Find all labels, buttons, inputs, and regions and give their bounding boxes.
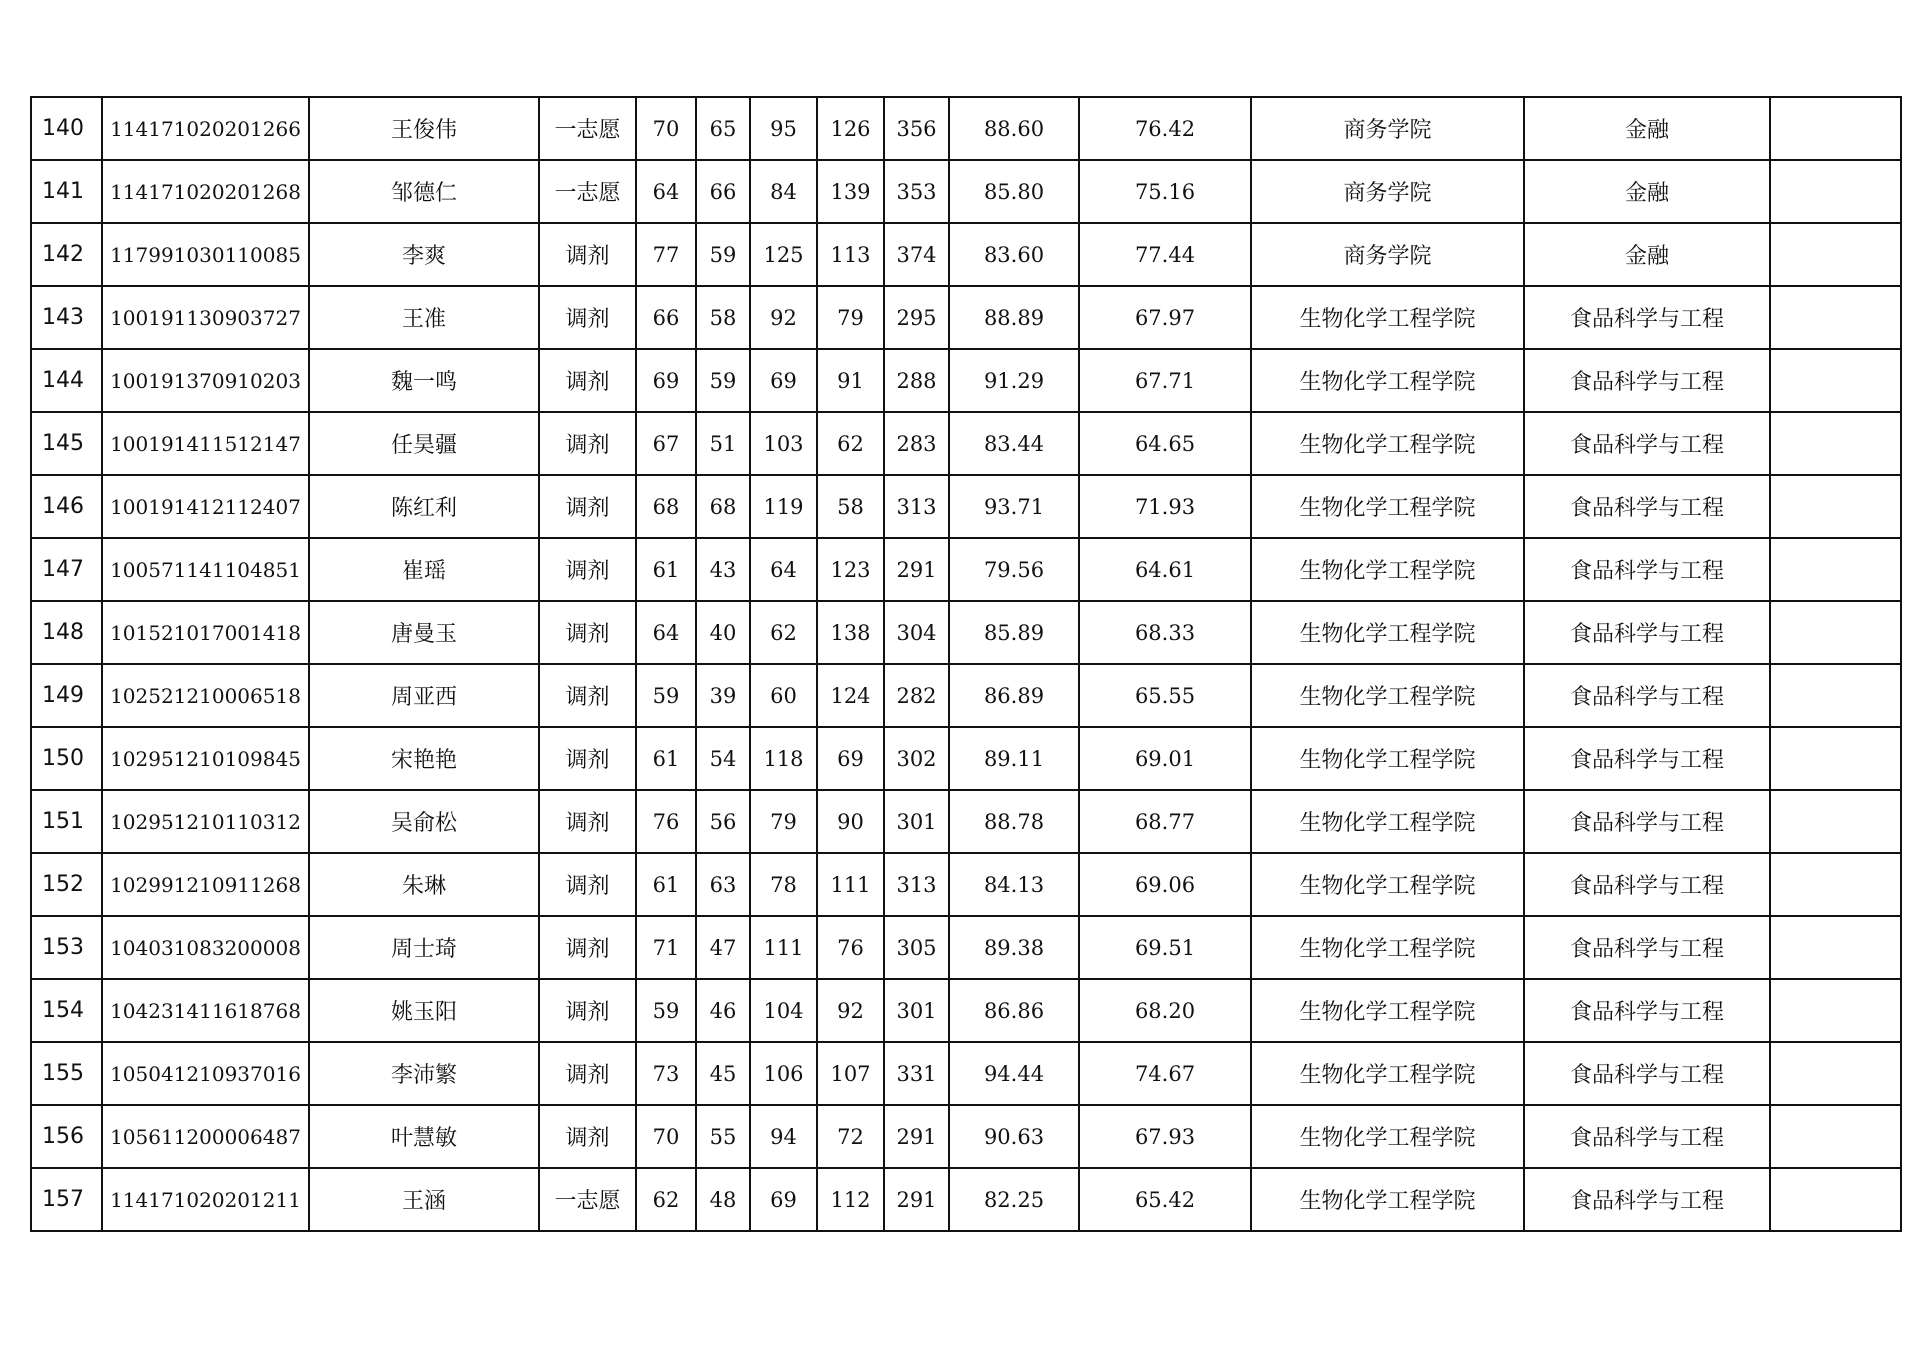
interview-score-cell: 89.11 xyxy=(949,727,1079,790)
final-score-cell: 68.77 xyxy=(1079,790,1251,853)
table-row xyxy=(31,538,1901,601)
subject2-score-cell: 65 xyxy=(696,97,750,160)
candidate-id-cell: 105041210937016 xyxy=(102,1042,309,1105)
major-cell: 金融 xyxy=(1524,223,1770,286)
subject3-score-cell: 118 xyxy=(750,727,817,790)
subject2-score-cell: 47 xyxy=(696,916,750,979)
admission-type-cell: 调剂 xyxy=(539,286,636,349)
sequence-cell: 141 xyxy=(31,160,102,223)
subject1-score-cell: 62 xyxy=(636,1168,696,1231)
final-score-cell: 67.93 xyxy=(1079,1105,1251,1168)
subject1-score-cell: 67 xyxy=(636,412,696,475)
admission-type-cell: 一志愿 xyxy=(539,160,636,223)
interview-score-cell: 84.13 xyxy=(949,853,1079,916)
major-cell: 食品科学与工程 xyxy=(1524,286,1770,349)
subject2-score-cell: 56 xyxy=(696,790,750,853)
table-row xyxy=(31,349,1901,412)
admission-type-cell: 调剂 xyxy=(539,790,636,853)
sequence-cell: 148 xyxy=(31,601,102,664)
major-cell: 食品科学与工程 xyxy=(1524,1168,1770,1231)
major-cell: 食品科学与工程 xyxy=(1524,790,1770,853)
sequence-cell: 153 xyxy=(31,916,102,979)
college-cell: 生物化学工程学院 xyxy=(1251,790,1524,853)
major-cell: 食品科学与工程 xyxy=(1524,475,1770,538)
admission-type-cell: 调剂 xyxy=(539,1105,636,1168)
subject1-score-cell: 64 xyxy=(636,601,696,664)
interview-score-cell: 86.89 xyxy=(949,664,1079,727)
subject3-score-cell: 106 xyxy=(750,1042,817,1105)
college-cell: 生物化学工程学院 xyxy=(1251,286,1524,349)
subject3-score-cell: 103 xyxy=(750,412,817,475)
total-score-cell: 301 xyxy=(884,979,949,1042)
college-cell: 生物化学工程学院 xyxy=(1251,349,1524,412)
candidate-id-cell: 104031083200008 xyxy=(102,916,309,979)
interview-score-cell: 88.78 xyxy=(949,790,1079,853)
table-row xyxy=(31,979,1901,1042)
interview-score-cell: 85.80 xyxy=(949,160,1079,223)
subject4-score-cell: 79 xyxy=(817,286,884,349)
table-row xyxy=(31,160,1901,223)
subject3-score-cell: 92 xyxy=(750,286,817,349)
name-cell: 李沛繁 xyxy=(309,1042,539,1105)
admission-type-cell: 调剂 xyxy=(539,1042,636,1105)
candidate-id-cell: 102991210911268 xyxy=(102,853,309,916)
name-cell: 叶慧敏 xyxy=(309,1105,539,1168)
subject1-score-cell: 70 xyxy=(636,1105,696,1168)
name-cell: 崔瑶 xyxy=(309,538,539,601)
total-score-cell: 353 xyxy=(884,160,949,223)
interview-score-cell: 79.56 xyxy=(949,538,1079,601)
name-cell: 李爽 xyxy=(309,223,539,286)
interview-score-cell: 86.86 xyxy=(949,979,1079,1042)
table-row xyxy=(31,475,1901,538)
subject1-score-cell: 59 xyxy=(636,979,696,1042)
table-row xyxy=(31,916,1901,979)
remarks-cell xyxy=(1770,1105,1901,1168)
total-score-cell: 283 xyxy=(884,412,949,475)
total-score-cell: 301 xyxy=(884,790,949,853)
subject1-score-cell: 71 xyxy=(636,916,696,979)
subject2-score-cell: 66 xyxy=(696,160,750,223)
subject2-score-cell: 46 xyxy=(696,979,750,1042)
final-score-cell: 64.61 xyxy=(1079,538,1251,601)
final-score-cell: 65.42 xyxy=(1079,1168,1251,1231)
final-score-cell: 74.67 xyxy=(1079,1042,1251,1105)
final-score-cell: 64.65 xyxy=(1079,412,1251,475)
sequence-cell: 154 xyxy=(31,979,102,1042)
subject2-score-cell: 59 xyxy=(696,349,750,412)
table-row xyxy=(31,790,1901,853)
subject4-score-cell: 90 xyxy=(817,790,884,853)
total-score-cell: 313 xyxy=(884,475,949,538)
final-score-cell: 76.42 xyxy=(1079,97,1251,160)
major-cell: 食品科学与工程 xyxy=(1524,1042,1770,1105)
subject3-score-cell: 60 xyxy=(750,664,817,727)
interview-score-cell: 82.25 xyxy=(949,1168,1079,1231)
total-score-cell: 288 xyxy=(884,349,949,412)
candidate-id-cell: 100571141104851 xyxy=(102,538,309,601)
remarks-cell xyxy=(1770,286,1901,349)
final-score-cell: 65.55 xyxy=(1079,664,1251,727)
interview-score-cell: 89.38 xyxy=(949,916,1079,979)
major-cell: 食品科学与工程 xyxy=(1524,412,1770,475)
subject3-score-cell: 125 xyxy=(750,223,817,286)
remarks-cell xyxy=(1770,601,1901,664)
remarks-cell xyxy=(1770,979,1901,1042)
college-cell: 生物化学工程学院 xyxy=(1251,601,1524,664)
table-row xyxy=(31,601,1901,664)
total-score-cell: 305 xyxy=(884,916,949,979)
table-row xyxy=(31,97,1901,160)
subject4-score-cell: 124 xyxy=(817,664,884,727)
name-cell: 邹德仁 xyxy=(309,160,539,223)
interview-score-cell: 90.63 xyxy=(949,1105,1079,1168)
college-cell: 生物化学工程学院 xyxy=(1251,979,1524,1042)
sequence-cell: 145 xyxy=(31,412,102,475)
college-cell: 商务学院 xyxy=(1251,223,1524,286)
final-score-cell: 68.20 xyxy=(1079,979,1251,1042)
candidate-id-cell: 100191370910203 xyxy=(102,349,309,412)
subject4-score-cell: 107 xyxy=(817,1042,884,1105)
subject4-score-cell: 113 xyxy=(817,223,884,286)
college-cell: 生物化学工程学院 xyxy=(1251,412,1524,475)
remarks-cell xyxy=(1770,475,1901,538)
college-cell: 生物化学工程学院 xyxy=(1251,475,1524,538)
admission-type-cell: 一志愿 xyxy=(539,97,636,160)
sequence-cell: 143 xyxy=(31,286,102,349)
subject2-score-cell: 54 xyxy=(696,727,750,790)
total-score-cell: 282 xyxy=(884,664,949,727)
major-cell: 食品科学与工程 xyxy=(1524,916,1770,979)
college-cell: 商务学院 xyxy=(1251,97,1524,160)
candidate-id-cell: 102951210110312 xyxy=(102,790,309,853)
subject3-score-cell: 95 xyxy=(750,97,817,160)
interview-score-cell: 83.44 xyxy=(949,412,1079,475)
total-score-cell: 302 xyxy=(884,727,949,790)
subject1-score-cell: 66 xyxy=(636,286,696,349)
major-cell: 食品科学与工程 xyxy=(1524,601,1770,664)
name-cell: 王俊伟 xyxy=(309,97,539,160)
sequence-cell: 150 xyxy=(31,727,102,790)
name-cell: 周士琦 xyxy=(309,916,539,979)
name-cell: 朱琳 xyxy=(309,853,539,916)
remarks-cell xyxy=(1770,664,1901,727)
name-cell: 周亚西 xyxy=(309,664,539,727)
remarks-cell xyxy=(1770,1042,1901,1105)
candidate-id-cell: 100191130903727 xyxy=(102,286,309,349)
table-row xyxy=(31,1168,1901,1231)
score-table-body xyxy=(31,97,1901,1231)
subject1-score-cell: 69 xyxy=(636,349,696,412)
major-cell: 食品科学与工程 xyxy=(1524,727,1770,790)
name-cell: 陈红利 xyxy=(309,475,539,538)
final-score-cell: 75.16 xyxy=(1079,160,1251,223)
interview-score-cell: 88.60 xyxy=(949,97,1079,160)
total-score-cell: 295 xyxy=(884,286,949,349)
table-row xyxy=(31,223,1901,286)
candidate-id-cell: 114171020201211 xyxy=(102,1168,309,1231)
admission-type-cell: 调剂 xyxy=(539,664,636,727)
remarks-cell xyxy=(1770,727,1901,790)
total-score-cell: 313 xyxy=(884,853,949,916)
subject4-score-cell: 69 xyxy=(817,727,884,790)
major-cell: 金融 xyxy=(1524,160,1770,223)
interview-score-cell: 94.44 xyxy=(949,1042,1079,1105)
remarks-cell xyxy=(1770,538,1901,601)
subject1-score-cell: 61 xyxy=(636,727,696,790)
total-score-cell: 374 xyxy=(884,223,949,286)
final-score-cell: 77.44 xyxy=(1079,223,1251,286)
admission-score-sheet xyxy=(30,96,1902,1232)
sequence-cell: 149 xyxy=(31,664,102,727)
total-score-cell: 331 xyxy=(884,1042,949,1105)
remarks-cell xyxy=(1770,412,1901,475)
subject1-score-cell: 64 xyxy=(636,160,696,223)
subject1-score-cell: 59 xyxy=(636,664,696,727)
score-table xyxy=(30,96,1902,1232)
subject4-score-cell: 112 xyxy=(817,1168,884,1231)
admission-type-cell: 调剂 xyxy=(539,601,636,664)
interview-score-cell: 93.71 xyxy=(949,475,1079,538)
name-cell: 王涵 xyxy=(309,1168,539,1231)
admission-type-cell: 调剂 xyxy=(539,349,636,412)
sequence-cell: 140 xyxy=(31,97,102,160)
remarks-cell xyxy=(1770,853,1901,916)
interview-score-cell: 83.60 xyxy=(949,223,1079,286)
subject3-score-cell: 119 xyxy=(750,475,817,538)
admission-type-cell: 调剂 xyxy=(539,538,636,601)
table-row xyxy=(31,412,1901,475)
admission-type-cell: 调剂 xyxy=(539,916,636,979)
final-score-cell: 67.97 xyxy=(1079,286,1251,349)
table-row xyxy=(31,1042,1901,1105)
name-cell: 宋艳艳 xyxy=(309,727,539,790)
sequence-cell: 146 xyxy=(31,475,102,538)
subject4-score-cell: 62 xyxy=(817,412,884,475)
admission-type-cell: 调剂 xyxy=(539,412,636,475)
admission-type-cell: 调剂 xyxy=(539,223,636,286)
subject1-score-cell: 73 xyxy=(636,1042,696,1105)
subject3-score-cell: 64 xyxy=(750,538,817,601)
table-row xyxy=(31,286,1901,349)
subject2-score-cell: 45 xyxy=(696,1042,750,1105)
subject2-score-cell: 48 xyxy=(696,1168,750,1231)
subject2-score-cell: 68 xyxy=(696,475,750,538)
interview-score-cell: 91.29 xyxy=(949,349,1079,412)
name-cell: 吴俞松 xyxy=(309,790,539,853)
major-cell: 食品科学与工程 xyxy=(1524,1105,1770,1168)
name-cell: 唐曼玉 xyxy=(309,601,539,664)
subject3-score-cell: 62 xyxy=(750,601,817,664)
candidate-id-cell: 102521210006518 xyxy=(102,664,309,727)
college-cell: 生物化学工程学院 xyxy=(1251,1105,1524,1168)
remarks-cell xyxy=(1770,223,1901,286)
remarks-cell xyxy=(1770,916,1901,979)
sequence-cell: 155 xyxy=(31,1042,102,1105)
major-cell: 食品科学与工程 xyxy=(1524,664,1770,727)
subject3-score-cell: 78 xyxy=(750,853,817,916)
total-score-cell: 356 xyxy=(884,97,949,160)
subject1-score-cell: 77 xyxy=(636,223,696,286)
college-cell: 生物化学工程学院 xyxy=(1251,664,1524,727)
subject1-score-cell: 61 xyxy=(636,538,696,601)
candidate-id-cell: 101521017001418 xyxy=(102,601,309,664)
total-score-cell: 291 xyxy=(884,538,949,601)
interview-score-cell: 88.89 xyxy=(949,286,1079,349)
table-row xyxy=(31,853,1901,916)
subject2-score-cell: 39 xyxy=(696,664,750,727)
admission-type-cell: 调剂 xyxy=(539,475,636,538)
subject2-score-cell: 43 xyxy=(696,538,750,601)
major-cell: 食品科学与工程 xyxy=(1524,853,1770,916)
candidate-id-cell: 117991030110085 xyxy=(102,223,309,286)
subject2-score-cell: 55 xyxy=(696,1105,750,1168)
sequence-cell: 142 xyxy=(31,223,102,286)
candidate-id-cell: 114171020201266 xyxy=(102,97,309,160)
candidate-id-cell: 102951210109845 xyxy=(102,727,309,790)
total-score-cell: 291 xyxy=(884,1168,949,1231)
final-score-cell: 67.71 xyxy=(1079,349,1251,412)
final-score-cell: 68.33 xyxy=(1079,601,1251,664)
sequence-cell: 157 xyxy=(31,1168,102,1231)
major-cell: 金融 xyxy=(1524,97,1770,160)
sequence-cell: 144 xyxy=(31,349,102,412)
subject4-score-cell: 72 xyxy=(817,1105,884,1168)
subject3-score-cell: 79 xyxy=(750,790,817,853)
subject4-score-cell: 92 xyxy=(817,979,884,1042)
candidate-id-cell: 100191411512147 xyxy=(102,412,309,475)
subject2-score-cell: 58 xyxy=(696,286,750,349)
remarks-cell xyxy=(1770,349,1901,412)
subject4-score-cell: 111 xyxy=(817,853,884,916)
admission-type-cell: 调剂 xyxy=(539,727,636,790)
subject4-score-cell: 139 xyxy=(817,160,884,223)
subject1-score-cell: 61 xyxy=(636,853,696,916)
college-cell: 生物化学工程学院 xyxy=(1251,1168,1524,1231)
remarks-cell xyxy=(1770,1168,1901,1231)
remarks-cell xyxy=(1770,160,1901,223)
final-score-cell: 69.06 xyxy=(1079,853,1251,916)
remarks-cell xyxy=(1770,97,1901,160)
total-score-cell: 304 xyxy=(884,601,949,664)
college-cell: 商务学院 xyxy=(1251,160,1524,223)
college-cell: 生物化学工程学院 xyxy=(1251,727,1524,790)
table-row xyxy=(31,727,1901,790)
major-cell: 食品科学与工程 xyxy=(1524,979,1770,1042)
subject2-score-cell: 51 xyxy=(696,412,750,475)
table-row xyxy=(31,1105,1901,1168)
interview-score-cell: 85.89 xyxy=(949,601,1079,664)
major-cell: 食品科学与工程 xyxy=(1524,349,1770,412)
college-cell: 生物化学工程学院 xyxy=(1251,916,1524,979)
sequence-cell: 152 xyxy=(31,853,102,916)
sequence-cell: 151 xyxy=(31,790,102,853)
major-cell: 食品科学与工程 xyxy=(1524,538,1770,601)
total-score-cell: 291 xyxy=(884,1105,949,1168)
candidate-id-cell: 105611200006487 xyxy=(102,1105,309,1168)
college-cell: 生物化学工程学院 xyxy=(1251,538,1524,601)
subject2-score-cell: 63 xyxy=(696,853,750,916)
final-score-cell: 69.01 xyxy=(1079,727,1251,790)
subject4-score-cell: 91 xyxy=(817,349,884,412)
subject1-score-cell: 68 xyxy=(636,475,696,538)
name-cell: 魏一鸣 xyxy=(309,349,539,412)
admission-type-cell: 调剂 xyxy=(539,979,636,1042)
remarks-cell xyxy=(1770,790,1901,853)
sequence-cell: 147 xyxy=(31,538,102,601)
name-cell: 王准 xyxy=(309,286,539,349)
subject4-score-cell: 76 xyxy=(817,916,884,979)
admission-type-cell: 调剂 xyxy=(539,853,636,916)
subject3-score-cell: 111 xyxy=(750,916,817,979)
subject4-score-cell: 58 xyxy=(817,475,884,538)
subject3-score-cell: 84 xyxy=(750,160,817,223)
college-cell: 生物化学工程学院 xyxy=(1251,853,1524,916)
final-score-cell: 71.93 xyxy=(1079,475,1251,538)
subject1-score-cell: 76 xyxy=(636,790,696,853)
subject4-score-cell: 123 xyxy=(817,538,884,601)
candidate-id-cell: 104231411618768 xyxy=(102,979,309,1042)
final-score-cell: 69.51 xyxy=(1079,916,1251,979)
name-cell: 姚玉阳 xyxy=(309,979,539,1042)
subject3-score-cell: 94 xyxy=(750,1105,817,1168)
subject4-score-cell: 126 xyxy=(817,97,884,160)
name-cell: 任昊疆 xyxy=(309,412,539,475)
subject3-score-cell: 104 xyxy=(750,979,817,1042)
subject2-score-cell: 40 xyxy=(696,601,750,664)
subject3-score-cell: 69 xyxy=(750,1168,817,1231)
subject4-score-cell: 138 xyxy=(817,601,884,664)
subject2-score-cell: 59 xyxy=(696,223,750,286)
table-row xyxy=(31,664,1901,727)
subject1-score-cell: 70 xyxy=(636,97,696,160)
candidate-id-cell: 114171020201268 xyxy=(102,160,309,223)
admission-type-cell: 一志愿 xyxy=(539,1168,636,1231)
subject3-score-cell: 69 xyxy=(750,349,817,412)
college-cell: 生物化学工程学院 xyxy=(1251,1042,1524,1105)
candidate-id-cell: 100191412112407 xyxy=(102,475,309,538)
sequence-cell: 156 xyxy=(31,1105,102,1168)
